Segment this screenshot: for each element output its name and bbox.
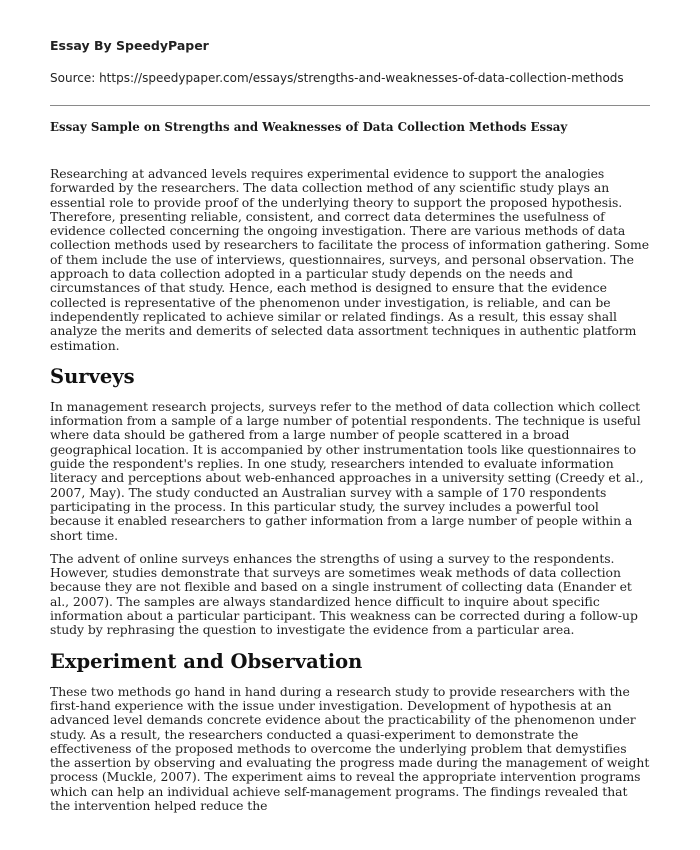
surveys-paragraph-1: In management research projects, surveys refer to the method of data collection which collect information from a sample of a large number of potential respondents. The technique is useful where data should be gathered from a large number of people scattered in a broad geographical location. It is accompanied by other instrumentation tools like questionnaires to guide the respondent's replies. In one study, researchers intended to evaluate information literacy and perceptions about web-enhanced approaches in a university setting (Creedy et al., 2007, May). The study conducted an Australian survey with a sample of 170 respondents participating in the process. In this particular study, the survey includes a powerful tool because it enabled researchers to gather information from a large number of people within a short time.: [50, 398, 644, 543]
header-divider: [50, 105, 650, 106]
section-heading-surveys: Surveys: [50, 364, 135, 388]
intro-paragraph: Researching at advanced levels requires experimental evidence to support the analogies forwarded by the researchers. The data collection method of any scientific study plays an essential role to provide proof of the underlying theory to support the proposed hypothesis. Therefore, presenting reliable, consistent, and correct data determines the usefulness of evidence collected concerning the ongoing investigation. There are various methods of data collection methods used by researchers to facilitate the process of information gathering. Some of them include the use of interviews, questionnaires, surveys, and personal observation. The approach to data collection adopted in a particular study depends on the needs and circumstances of that study. Hence, each method is designed to ensure that the evidence collected is representative of the phenomenon under investigation, is reliable, and can be independently replicated to achieve similar or related findings. As a result, this essay shall analyze the merits and demerits of selected data assortment techniques in authentic platform estimation.: [50, 166, 649, 353]
essay-page: [50, 38, 650, 822]
brand-title: Essay By SpeedyPaper: [50, 38, 209, 53]
surveys-paragraph-2: The advent of online surveys enhances the strengths of using a survey to the respondents. However, studies demonstrate that surveys are sometimes weak methods of data collection because they are not flexible and based on a single instrument of collecting data (Enander et al., 2007). The samples are always standardized hence difficult to inquire about specific information about a particular participant. This weakness can be corrected during a follow-up study by rephrasing the question to investigate the evidence from a particular area.: [50, 550, 638, 638]
section-heading-experiment: Experiment and Observation: [50, 649, 363, 673]
experiment-paragraph-1: These two methods go hand in hand during a research study to provide researchers with the first-hand experience with the issue under investigation. Development of hypothesis at an advanced level demands concrete evidence about the practicability of the phenomenon under study. As a result, the researchers conducted a quasi-experiment to demonstrate the effectiveness of the proposed methods to overcome the underlying problem that demystifies the assertion by observing and evaluating the progress made during the management of weight process (Muckle, 2007). The experiment aims to reveal the appropriate intervention programs which can help an individual achieve self-management programs. The findings revealed that the intervention helped reduce the: [50, 683, 650, 813]
source-line: Source: https://speedypaper.com/essays/strengths-and-weaknesses-of-data-collection-methods: [50, 71, 624, 85]
essay-title: Essay Sample on Strengths and Weaknesses of Data Collection Methods Essay: [50, 120, 568, 134]
